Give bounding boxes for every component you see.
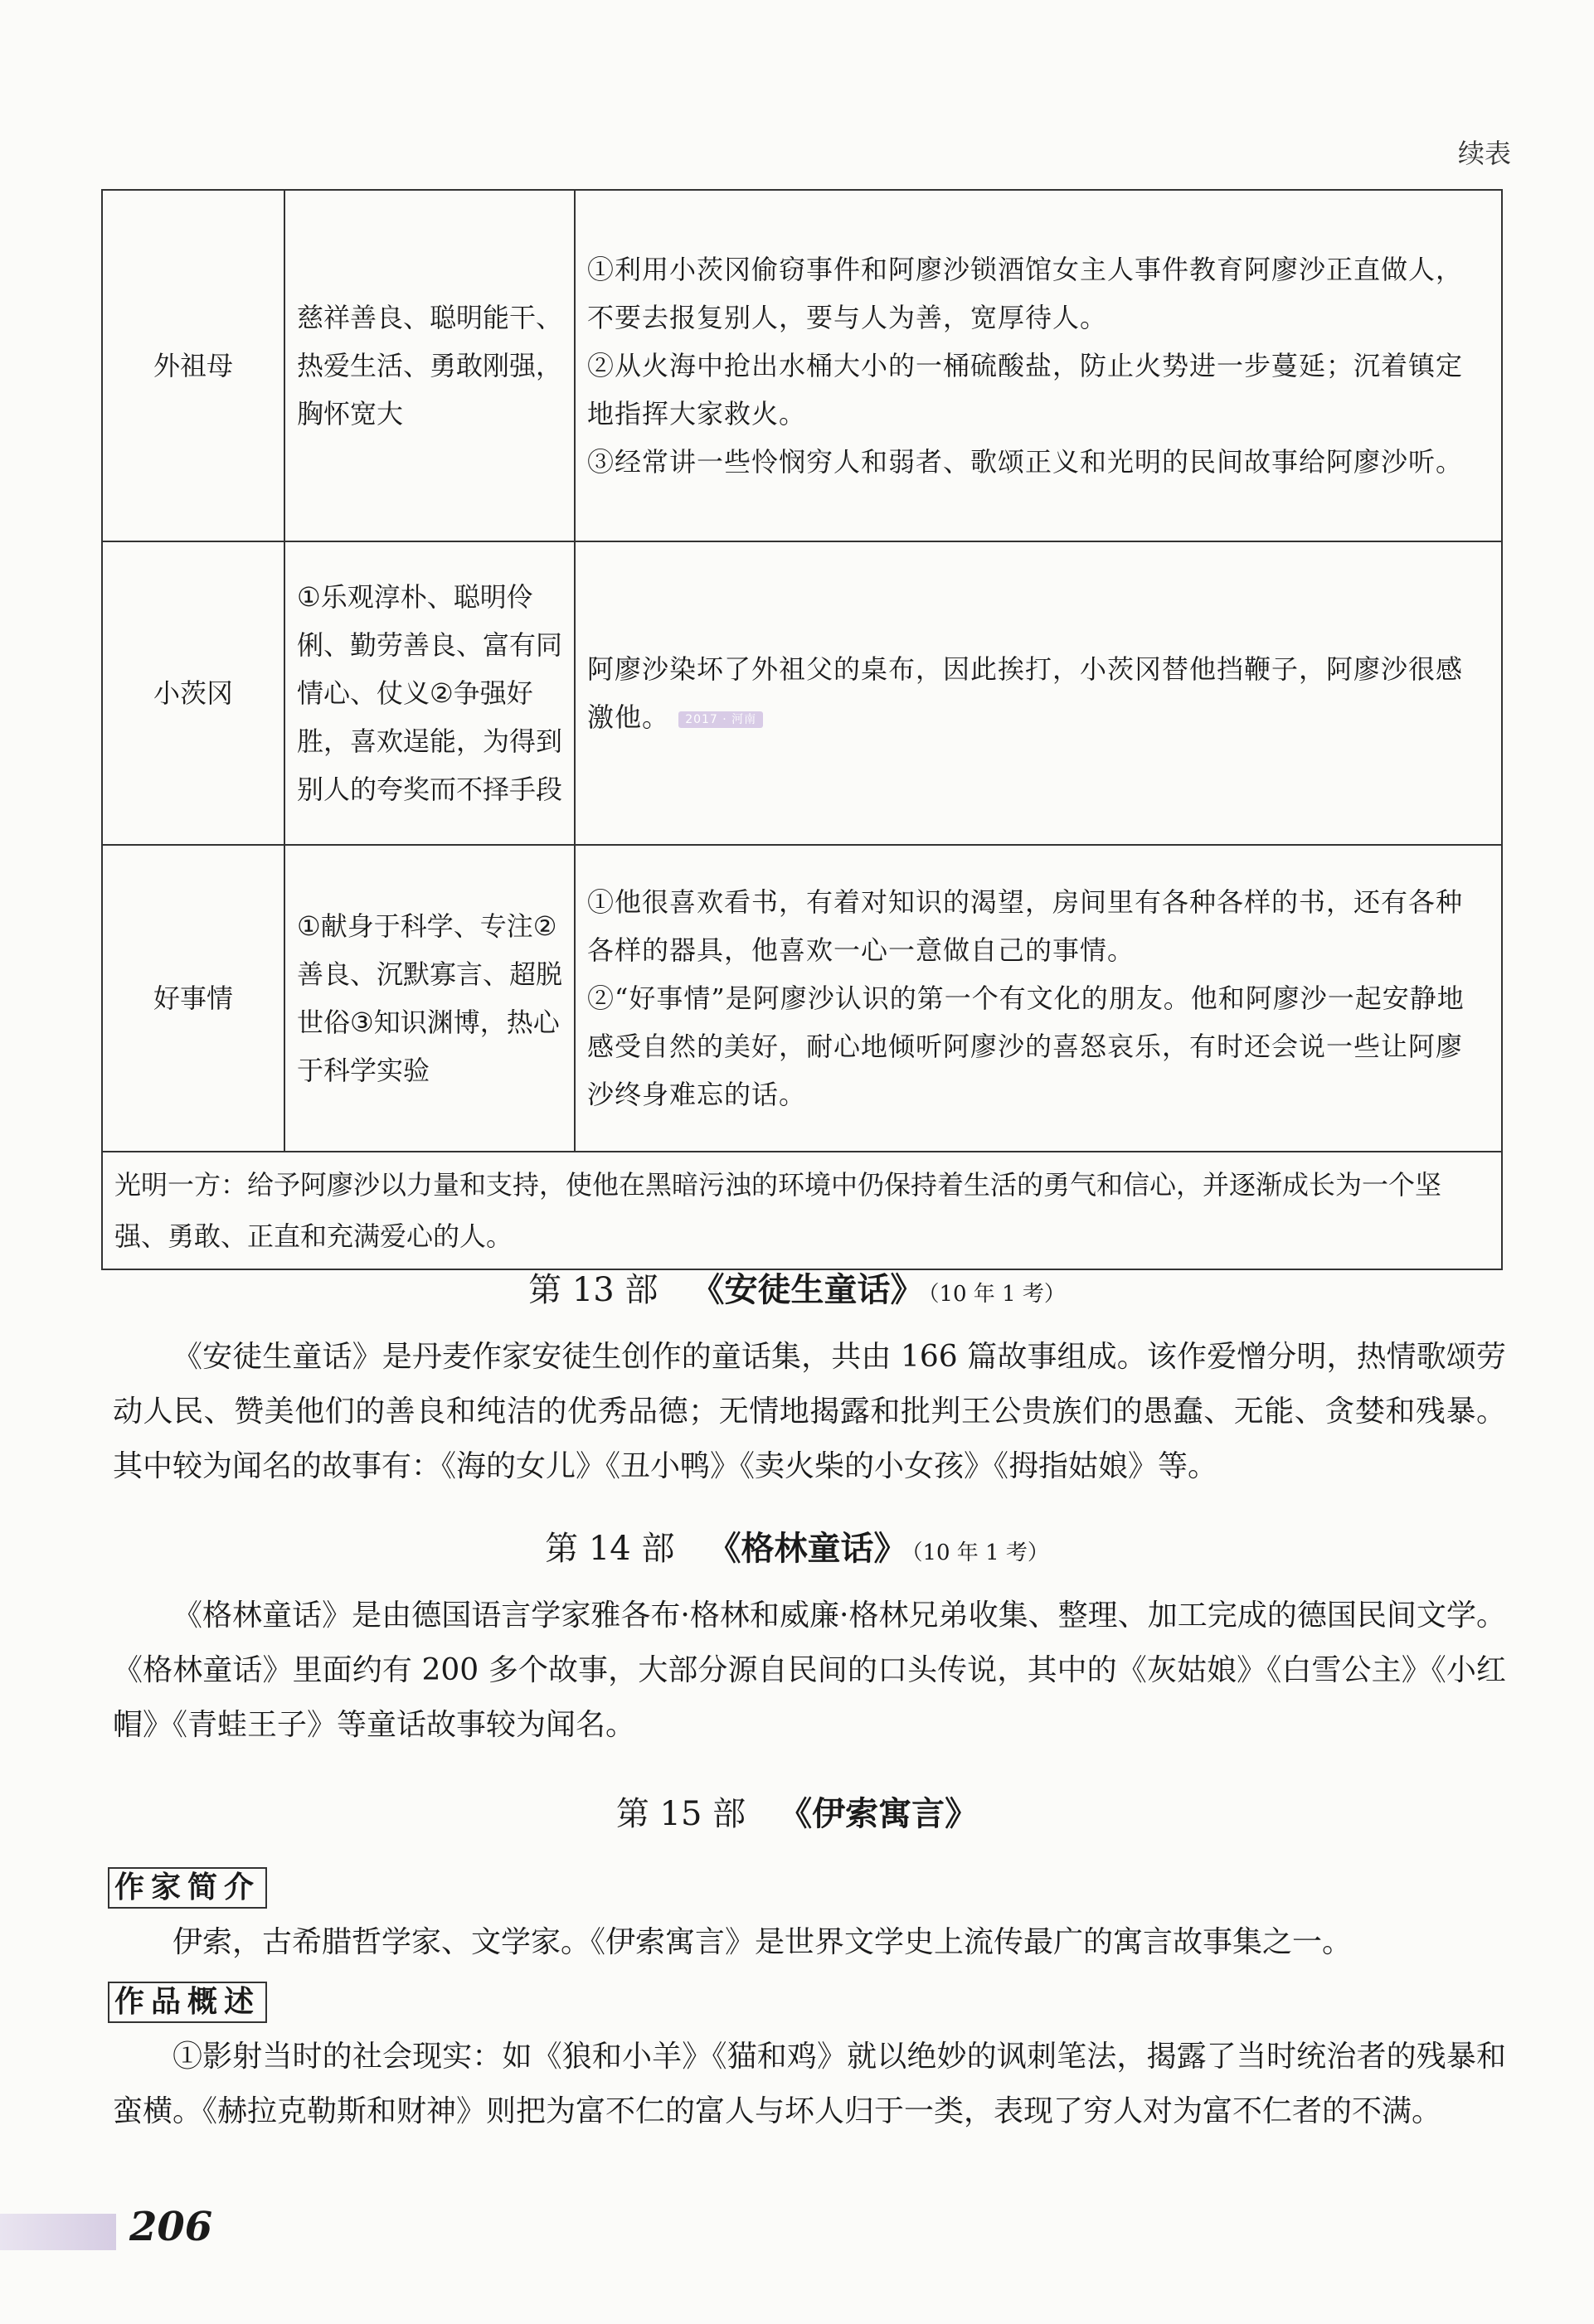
page-number: 206 — [129, 2204, 213, 2250]
section-13-title — [0, 1264, 1594, 1311]
character-traits: 慈祥善良、聪明能干、热爱生活、勇敢刚强，胸怀宽大 — [284, 190, 575, 541]
author-intro-label: 作家简介 — [108, 1867, 267, 1909]
event-item: ③经常讲一些怜悯穷人和弱者、歌颂正义和光明的民间故事给阿廖沙听。 — [587, 446, 1464, 478]
section-exam-count: （10 年 1 考） — [928, 1282, 1066, 1307]
event-item: ①他很喜欢看书，有着对知识的渴望，房间里有各种各样的书，还有各种各样的器具，他喜欢一心一意做自己的事情。 — [587, 886, 1464, 966]
event-item: ①利用小茨冈偷窃事件和阿廖沙锁酒馆女主人事件教育阿廖沙正直做人，不要去报复别人，要与人为善，宽厚待人。 — [587, 254, 1464, 333]
section-14-text: 《格林童话》是由德国语言学家雅各布·格林和威廉·格林兄弟收集、整理、加工完成的德国民间文学。《格林童话》里面约有 200 多个故事，大部分源自民间的口头传说，其中的《灰姑娘》《白雪公主》《小红帽》《青蛙王子》等童话故事较为闻名。 — [113, 1599, 1506, 1742]
event-item: 阿廖沙染坏了外祖父的桌布，因此挨打，小茨冈替他挡鞭子，阿廖沙很感激他。 — [587, 653, 1464, 733]
character-traits: ①献身于科学、专注②善良、沉默寡言、超脱世俗③知识渊博，热心于科学实验 — [284, 845, 575, 1152]
character-table — [101, 189, 1503, 1270]
continued-label: 续表 — [1457, 138, 1511, 169]
section-part: 第 13 部 — [528, 1271, 658, 1309]
character-traits: ①乐观淳朴、聪明伶俐、勤劳善良、富有同情心、仗义②争强好胜，喜欢逞能，为得到别人的夸奖而不择手段 — [284, 541, 575, 845]
section-15-title — [0, 1788, 1594, 1835]
section-book: 《安徒生童话》 — [691, 1271, 924, 1309]
event-item: ②从火海中抢出水桶大小的一桶硫酸盐，防止火势进一步蔓延；沉着镇定地指挥大家救火。 — [587, 350, 1464, 429]
section-book: 《伊索寓言》 — [779, 1795, 979, 1833]
event-item: ②“好事情”是阿廖沙认识的第一个有文化的朋友。他和阿廖沙一起安静地感受自然的美好，耐心地倾听阿廖沙的喜怒哀乐，有时还会说一些让阿廖沙终身难忘的话。 — [587, 982, 1465, 1110]
character-name: 好事情 — [102, 845, 284, 1152]
section-book: 《格林童话》 — [707, 1530, 907, 1568]
section-part: 第 14 部 — [545, 1530, 675, 1568]
table-summary-row — [102, 1152, 1502, 1269]
section-part: 第 15 部 — [615, 1795, 746, 1833]
table-summary: 光明一方：给予阿廖沙以力量和支持，使他在黑暗污浊的环境中仍保持着生活的勇气和信心，并逐渐成长为一个坚强、勇敢、正直和充满爱心的人。 — [102, 1152, 1502, 1269]
table-row — [102, 845, 1502, 1152]
character-events — [575, 190, 1502, 541]
table-row — [102, 190, 1502, 541]
character-name: 小茨冈 — [102, 541, 284, 845]
overview-label: 作品概述 — [108, 1982, 267, 2023]
character-events — [575, 845, 1502, 1152]
section-exam-count: （10 年 1 考） — [911, 1540, 1049, 1565]
table-row — [102, 541, 1502, 845]
section-14-title — [0, 1522, 1594, 1570]
section-13-text: 《安徒生童话》是丹麦作家安徒生创作的童话集，共由 166 篇故事组成。该作爱憎分明，热情歌颂劳动人民、赞美他们的善良和纯洁的优秀品德；无情地揭露和批判王公贵族们的愚蠢、无能、贪婪和残暴。其中较为闻名的故事有：《海的女儿》《丑小鸭》《卖火柴的小女孩》《拇指姑娘》等。 — [113, 1340, 1506, 1483]
author-intro-text: 伊索，古希腊哲学家、文学家。《伊索寓言》是世界文学史上流传最广的寓言故事集之一。 — [173, 1925, 1353, 1959]
overview-text: ①影射当时的社会现实：如《狼和小羊》《猫和鸡》就以绝妙的讽刺笔法，揭露了当时统治者的残暴和蛮横。《赫拉克勒斯和财神》则把为富不仁的富人与坏人归于一类，表现了穷人对为富不仁者的不满。 — [113, 2040, 1506, 2128]
character-events — [575, 541, 1502, 845]
page-number-tab — [0, 2214, 116, 2250]
character-name: 外祖母 — [102, 190, 284, 541]
exam-tag: 2017 · 河南 — [678, 711, 763, 728]
